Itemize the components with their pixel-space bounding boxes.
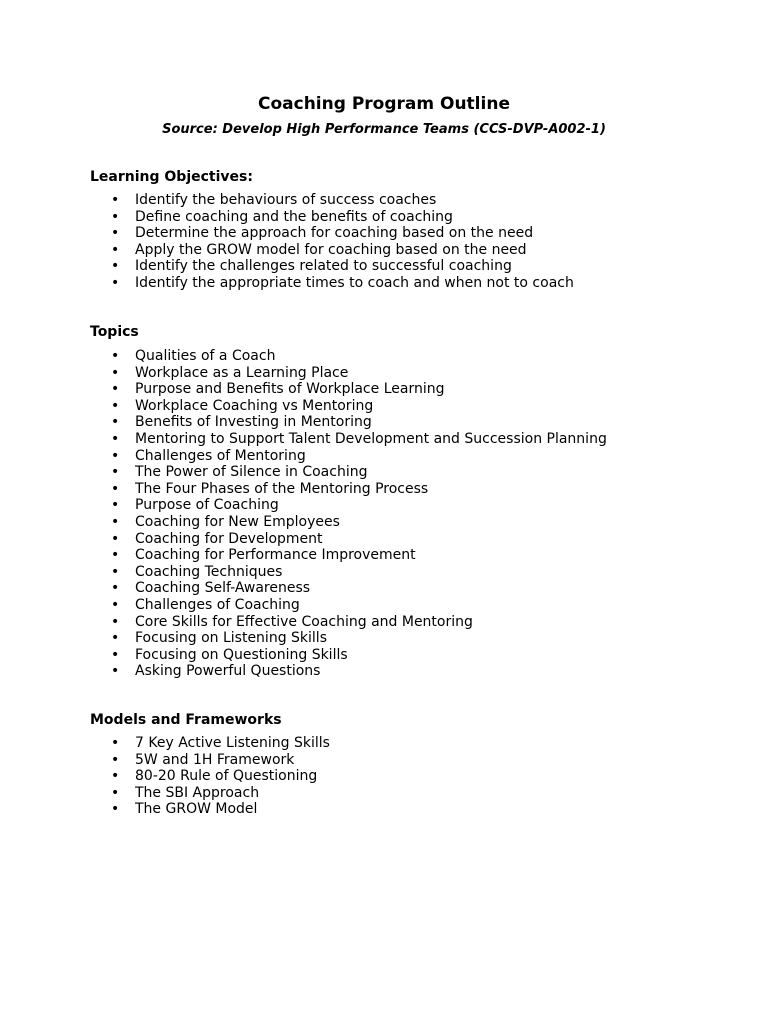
topic-item-text: The Four Phases of the Mentoring Process <box>135 480 429 497</box>
model-item-text: The SBI Approach <box>135 784 260 801</box>
bullet-icon: • <box>111 580 120 597</box>
document-title: Coaching Program Outline <box>258 94 510 114</box>
objective-item-text: Apply the GROW model for coaching based on the need <box>135 241 527 258</box>
bullet-icon: • <box>111 663 120 680</box>
model-item-text: 80-20 Rule of Questioning <box>135 768 318 785</box>
topic-item <box>0 348 607 365</box>
topics-heading: Topics <box>90 324 139 340</box>
bullet-icon: • <box>111 768 120 785</box>
topic-item-text: Asking Powerful Questions <box>135 663 321 680</box>
bullet-icon: • <box>111 530 120 547</box>
bullet-icon: • <box>111 397 120 414</box>
document-source: Source: Develop High Performance Teams (CCS-DVP-A002-1) <box>162 122 606 137</box>
topic-item <box>0 614 607 631</box>
topic-item-text: Purpose of Coaching <box>135 497 279 514</box>
bullet-icon: • <box>111 430 120 447</box>
bullet-icon: • <box>111 192 120 208</box>
objective-item <box>0 225 574 242</box>
bullet-icon: • <box>111 630 120 647</box>
topic-item <box>0 597 607 614</box>
bullet-icon: • <box>111 414 120 431</box>
bullet-icon: • <box>111 563 120 580</box>
model-item-text: 7 Key Active Listening Skills <box>135 735 330 751</box>
objective-item <box>0 192 574 209</box>
topic-item <box>0 481 607 498</box>
models-heading: Models and Frameworks <box>90 712 282 728</box>
topic-item <box>0 531 607 548</box>
topic-item <box>0 547 607 564</box>
topic-item <box>0 464 607 481</box>
objective-item <box>0 258 574 275</box>
bullet-icon: • <box>111 464 120 481</box>
topic-item <box>0 514 607 531</box>
topic-item-text: Focusing on Questioning Skills <box>135 646 348 663</box>
topic-item <box>0 414 607 431</box>
topic-item <box>0 431 607 448</box>
objectives-list <box>0 192 574 292</box>
model-item <box>0 785 330 802</box>
bullet-icon: • <box>111 208 120 225</box>
topic-item-text: Coaching for New Employees <box>135 513 340 530</box>
model-item <box>0 735 330 752</box>
bullet-icon: • <box>111 513 120 530</box>
topic-item <box>0 647 607 664</box>
objectives-heading: Learning Objectives: <box>90 169 253 185</box>
topic-item-text: Focusing on Listening Skills <box>135 630 327 647</box>
topic-item-text: Coaching for Development <box>135 530 323 547</box>
topic-item <box>0 630 607 647</box>
objective-item-text: Determine the approach for coaching based on the need <box>135 225 534 242</box>
bullet-icon: • <box>111 735 120 751</box>
bullet-icon: • <box>111 258 120 275</box>
topic-item-text: Workplace as a Learning Place <box>135 364 349 381</box>
bullet-icon: • <box>111 784 120 801</box>
bullet-icon: • <box>111 381 120 398</box>
topic-item <box>0 497 607 514</box>
bullet-icon: • <box>111 447 120 464</box>
bullet-icon: • <box>111 497 120 514</box>
objective-item-text: Identify the challenges related to successful coaching <box>135 258 512 275</box>
models-list <box>0 735 330 818</box>
bullet-icon: • <box>111 751 120 768</box>
bullet-icon: • <box>111 241 120 258</box>
objective-item-text: Identify the appropriate times to coach and when not to coach <box>135 274 574 291</box>
topic-item-text: Challenges of Coaching <box>135 596 300 613</box>
model-item <box>0 752 330 769</box>
topic-item-text: The Power of Silence in Coaching <box>135 464 368 481</box>
topic-item-text: Coaching Techniques <box>135 563 283 580</box>
bullet-icon: • <box>111 547 120 564</box>
topic-item <box>0 448 607 465</box>
topics-list <box>0 348 607 680</box>
objective-item <box>0 275 574 292</box>
bullet-icon: • <box>111 646 120 663</box>
bullet-icon: • <box>111 274 120 291</box>
topic-item <box>0 398 607 415</box>
bullet-icon: • <box>111 348 120 364</box>
topic-item-text: Mentoring to Support Talent Development and Succession Planning <box>135 430 607 447</box>
bullet-icon: • <box>111 364 120 381</box>
bullet-icon: • <box>111 613 120 630</box>
model-item <box>0 801 330 818</box>
topic-item-text: Benefits of Investing in Mentoring <box>135 414 372 431</box>
model-item-text: The GROW Model <box>135 801 258 818</box>
topic-item-text: Core Skills for Effective Coaching and Mentoring <box>135 613 473 630</box>
objective-item-text: Identify the behaviours of success coaches <box>135 192 437 208</box>
topic-item-text: Workplace Coaching vs Mentoring <box>135 397 374 414</box>
topic-item <box>0 365 607 382</box>
topic-item <box>0 381 607 398</box>
model-item <box>0 768 330 785</box>
bullet-icon: • <box>111 596 120 613</box>
objective-item <box>0 209 574 226</box>
objective-item <box>0 242 574 259</box>
topic-item-text: Qualities of a Coach <box>135 348 276 364</box>
bullet-icon: • <box>111 480 120 497</box>
topic-item <box>0 564 607 581</box>
objective-item-text: Define coaching and the benefits of coaching <box>135 208 453 225</box>
model-item-text: 5W and 1H Framework <box>135 751 295 768</box>
topic-item <box>0 663 607 680</box>
topic-item-text: Challenges of Mentoring <box>135 447 306 464</box>
bullet-icon: • <box>111 801 120 818</box>
topic-item-text: Coaching for Performance Improvement <box>135 547 416 564</box>
topic-item-text: Coaching Self-Awareness <box>135 580 311 597</box>
bullet-icon: • <box>111 225 120 242</box>
topic-item <box>0 580 607 597</box>
topic-item-text: Purpose and Benefits of Workplace Learning <box>135 381 445 398</box>
